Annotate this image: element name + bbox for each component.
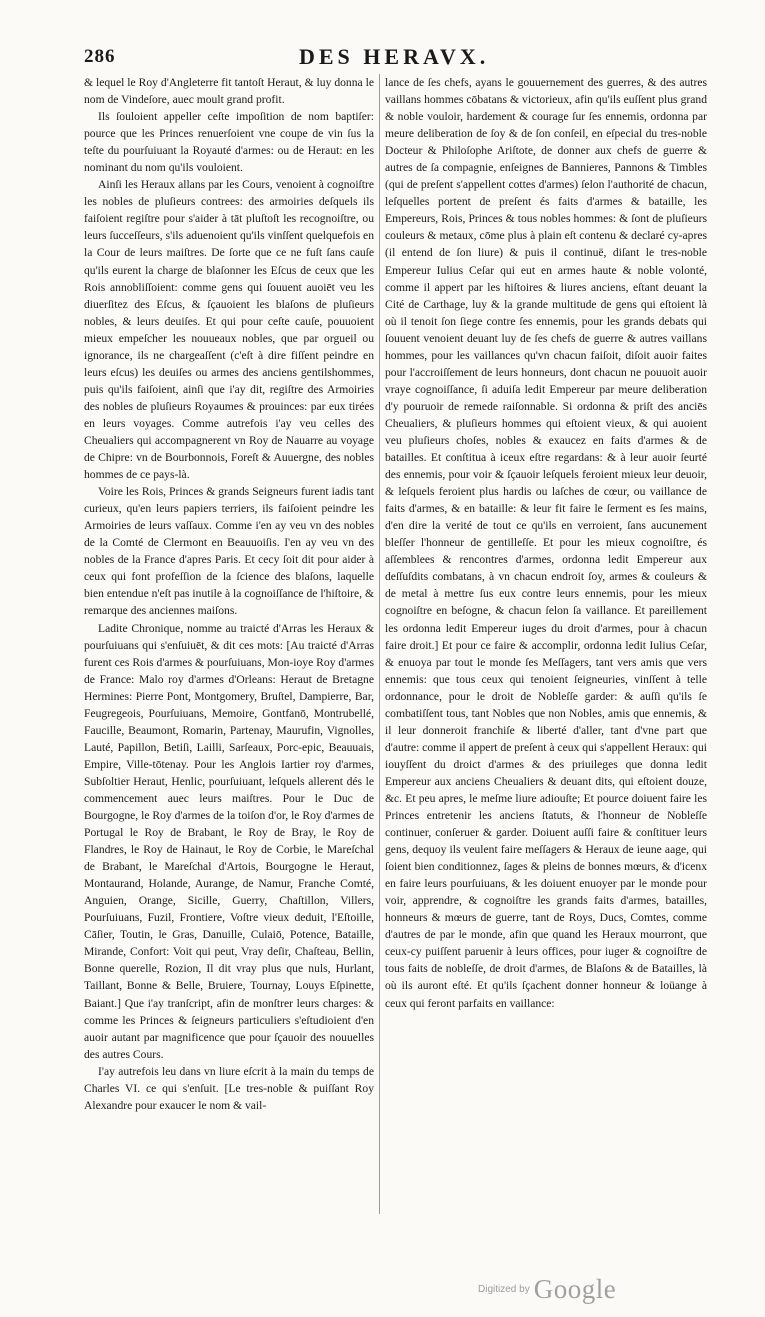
page-header [84,44,664,72]
paragraph: I'ay autrefois leu dans vn liure eſcrit à la main du temps de Charles VI. ce qui s'enſuit. [Le tres-noble & puiſſant Roy Alexandre pour exaucer le nom & vail- [84,1064,374,1112]
left-column [84,74,374,1114]
running-head: DES HERAVX. [299,44,490,69]
right-column [385,74,707,1012]
digitized-watermark [478,1274,616,1305]
paragraph: Ils ſouloient appeller ceſte impoſition de nom baptiſer: pource que les Princes renuerſoient vne coupe de vin ſus la teſte du pourſuiuant la Royauté d'armes: ou de Heraut: en les nominant du nom qu'ils vouloient. [84,110,374,175]
paragraph: lance de ſes chefs, ayans le gouuernement des guerres, & des autres vaillans hommes cōbatans & victorieux, afin qu'ils euſſent plus grand & noble vouloir, hardement & courage ſur ſes ennemis, ordonna par meure deliberation de ſoy & de ſon conſeil, en eſpecial du tres-noble Docteur & Philoſophe Ariſtote, de donner aux chefs de guerre & autres de ſa compagnie, enſeignes de Bannieres, Pannons & Timbles (qui de preſent s'appellent cottes d'armes) ſelon l'authorité de chacun, leſquelles portent de preſent és faits d'armes & bataille, les Empereurs, Rois, Princes & tous nobles hommes: & ſont de pluſieurs couleurs & metaux, cōme plus à plain eſt contenu & declaré cy-apres (il entend de ſon liure) & puis il continuë, diſant le tres-noble Empereur Iulius Ceſar qui eut en armes haute & noble volonté, comme il appert par les hiſtoires & liures anciens, eſtant deuant la Cité de Carthage, luy & la grande multitude de gens qui eſtoient là où il tenoit ſon ſiege contre ſes ennemis, pour les grands debats qui ſouuent venoient deuant luy de ſes chefs de guerre & autres vaillans hommes, pour les vaillances qu'vn chacun faiſoit, diſoit auoir faites pour l'accroiſſement de leurs honneurs, dont chacun ne pouuoit auoir vraye cognoiſſance, ſi aduiſa ledit Empereur par meure deliberation d'y pouruoir de remede raiſonnable. Si ordonna & priſt des anciēs Cheualiers, & pluſieurs hommes qui eſtoient vieux, & qui auoient veu pluſieurs choſes, nobles & exaucez en faits d'armes & de batailles. Et conſtitua à iceux eſtre regardans: & à leur auoir ſeurté des ennemis, pour voir & ſçauoir leſquels feroient mieux leur deuoir, & leſquels feroient plus hardis ou laſches de cœur, ou vaillance de faits d'armes, & en bataille: & leur fit faire le ſerment es ſes mains, d'en dire la verité de tout ce qu'ils en verroient, ſans aucunement bleſſer l'honneur de gentilleſſe. Et pour les mieux cognoiſtre, és aſſemblees & rencontres d'armes, ordonna ledit Empereur aux deſſuſdits combatans, à vn chacun endroit ſoy, armes & couleurs & de metal à mettre ſus eux contre leurs ennemis, pour les mieux cognoiſtre en beſogne, & chacun ſelon ſa vaillance. Et pareillement les ordonna ledit Empereur iuges du droit d'armes, pour à chacun faire droit.] Et pour ce faire & accomplir, ordonna ledit Iulius Ceſar, & enuoya par tout le monde ſes Meſſagers, tant vers amis que vers ennemis: que tous ceux qui tenoient ſeigneuries, vinſſent à telle ordonnance, pour le droit de Nobleſſe garder: & auſſi qu'ils ſe combatiſſent tous, tant Nobles que non Nobles, amis que ennemis, & il leur donneroit franchiſe & liberté d'aller, tant d'vne part que d'autre: comme il appert de preſent à ceux qui s'appellent Heraux: qui iouyſſent du droict d'armes & des priuileges que donna ledit Empereur aux anciens Cheualiers & deuant dits, qui eſtoient douze, &c. Et peu apres, le meſme liure adiouſte; Et pource doiuent faire les Princes entretenir les anciens ſtatuts, & l'honneur de Nobleſſe continuer, conſeruer & garder. Doiuent auſſi faire & conſtituer leurs gens, dequoy ils veulent faire meſſagers & Heraux de ieune aage, qui ſoient bien conditionnez, ſages & pleins de bonnes mœurs, & d'icenx en faire leurs pourſuiuans, & les doiuent enuoyer par le monde pour voir, apprendre, & cognoiſtre les grands faits d'armes, batailles, honneurs & mœurs de guerre, tant de Roys, Ducs, Comtes, comme d'autres de par le monde, afin que quand les Heraux mourront, que ceux-cy puiſſent paruenir à leurs offices, pour iuger & cognoiſtre de tous faits de nobleſſe, de droit d'armes, de Blaſons & de Batailles, là où ils auront eſté. Et qu'ils ſçachent donner honneur & loüange à ceux qui feront parfaits en vaillance: [385,76,707,1010]
paragraph: & lequel le Roy d'Angleterre fit tantoſt Heraut, & luy donna le nom de Vindeſore, auec moult grand profit. [84,76,374,107]
google-logo: Google [533,1274,617,1304]
paragraph: Voire les Rois, Princes & grands Seigneurs furent iadis tant curieux, qu'en leurs papiers terriers, ils faiſoient peindre les Armoiries de leurs vaſſaux. Comme i'en ay veu vn des nobles de la Comté de Clermont en Beauuoiſis. I'en ay veu vn des nobles de la France d'apres Paris. Et cecy ſoit dit pour aider à ceux qui font profeſſion de la ſcience des blaſons, laquelle bien entendue n'eſt pas inutile à la cognoiſſance de l'hiſtoire, & remarque des anciennes maiſons. [84,485,374,618]
page-number: 286 [84,46,116,67]
paragraph: Ainſi les Heraux allans par les Cours, venoient à cognoiſtre les nobles de pluſieurs contrees: des armoiries deſquels ils faiſoient regiſtre pour s'aider à tāt pluſtoſt les recognoiſtre, ou leurs ſucceſſeurs, s'ils aduenoient qu'ils vinſſent quelquefois en la Cour de leurs maiſtres. De ſorte que ce ne fuſt ſans cauſe qu'ils eurent la charge de blaſonner les Eſcus de ceux que les Rois annobliſſoient: comme gens qui ſouuent auoiēt veu les diuerſitez des Eſcus, & ſçauoient les blaſons de pluſieurs nobles, & leurs deuiſes. Et qui pour ceſte cauſe, pouuoient mieux empeſcher les nouueaux nobles, que par orgueil ou ignorance, ils ne chargeaſſent (c'eſt à dire fiſſent peindre en leurs eſcus) les deuiſes ou armes des anciens gentilshommes, puis qu'ils faiſoient, ainſi que i'ay dit, regiſtre des Armoiries des nobles de pluſieurs Royaumes & prouinces: par eux tirées en leurs voyages. Comme autrefois i'ay veu celles des Cheualiers qui accompagnerent vn Roy de Nauarre au voyage de Chipre: vn de Bourbonnois, Foreſt & Auuergne, des nobles hommes de ce pays-là. [84,178,374,482]
paragraph: Ladite Chronique, nomme au traicté d'Arras les Heraux & pourſuiuans qui s'enſuiuēt, & dit ces mots: [Au traicté d'Arras furent ces Rois d'armes & pourſuiuans, Mon-ioye Roy d'armes de France: Malo roy d'armes d'Orleans: Heraut de Bretagne Hermines: Pierre Pont, Montgomery, Bruſtel, Dampierre, Bar, Feugregeois, Pourſuiuans, Memoire, Gontfanō, Montrubellé, Faucille, Beaumont, Romarin, Partenay, Maurufin, Vignolles, Lauté, Papillon, Betiſi, Lailli, Sarſeaux, Porc-epic, Beauuais, Empire, Ville-tōtenay. Pour les Anglois Iartier roy d'armes, Subſoltier Heraut, Henlic, pourſuiuant, leſquels allerent dés le commencement auec leurs maiſtres. Pour le Duc de Bourgogne, le Roy d'armes de la toiſon d'or, le Roy d'armes de Portugal le Roy de Brabant, le Roy de Bray, le Roy de Flandres, le Roy de Hainaut, le Roy de Corbie, le Mareſchal de Brabant, le Mareſchal d'Artois, Bourgogne le Heraut, Montaurand, Holande, Aurange, de Namur, Franche Comté, Anguien, Orange, Sicille, Guerry, Chaſtillon, Villers, Pourſuiuans, Fuzil, Frontiere, Voſtre vieux deduit, l'Eſtoille, Cāſier, Toutin, le Gras, Danuille, Culaiō, Potence, Bataille, Mirande, Confort: Voit qui peut, Vray deſir, Chaſteau, Bellin, Bonne querelle, Rozion, Il dit vray plus que nuls, Hurlant, Taillant, Bonne & Belle, Bruiere, Tournay, Louys Eſpinette, Baiant.] Que i'ay tranſcript, afin de monſtrer leurs charges: & comme les Princes & ſeigneurs particuliers s'eſtudioient d'en auoir autant par magnificence que pour ſçauoir des nouuelles des autres Cours. [84,621,374,1061]
column-divider [379,74,380,1214]
watermark-prefix: Digitized by [478,1284,530,1295]
